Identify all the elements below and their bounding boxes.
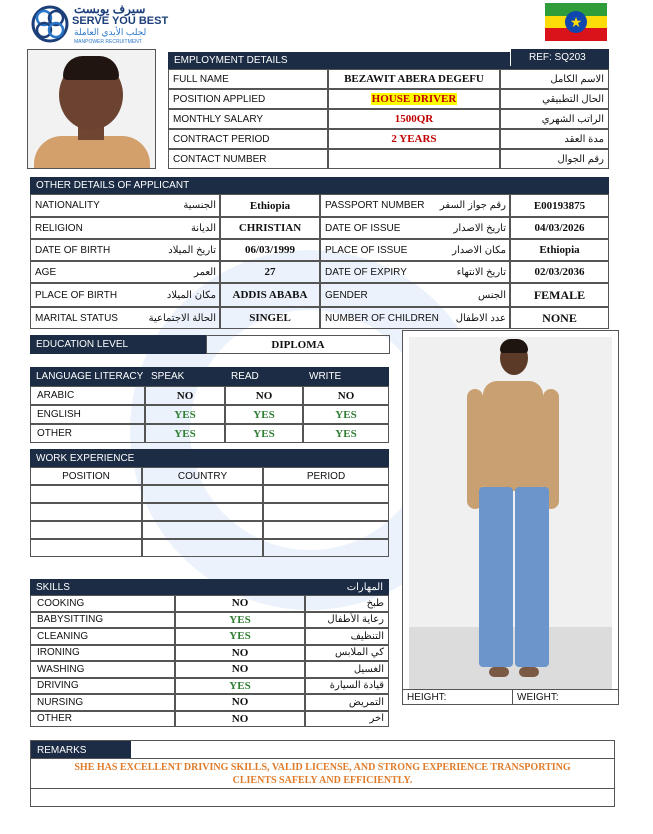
dob-value: 06/03/1999: [220, 239, 320, 261]
english-speak: YES: [145, 405, 225, 424]
label-text: PASSPORT NUMBER: [325, 200, 425, 211]
arabic-read: NO: [225, 386, 303, 405]
skills-title: SKILLS: [36, 581, 70, 593]
contact-label: CONTACT NUMBER: [168, 149, 328, 169]
lang-english: ENGLISH: [30, 405, 145, 424]
label-text: PLACE OF BIRTH: [35, 289, 118, 301]
other-write: YES: [303, 424, 389, 443]
work-period-header: PERIOD: [263, 467, 389, 485]
arabic-text: الديانة: [190, 222, 216, 234]
work-row-cell: [263, 485, 389, 503]
skill-value: NO: [175, 711, 305, 728]
employment-title: EMPLOYMENT DETAILS: [174, 55, 288, 66]
label-text: NATIONALITY: [35, 200, 100, 211]
other-details-table: [30, 194, 609, 329]
work-row-cell: [142, 539, 263, 557]
education-value: DIPLOMA: [206, 335, 390, 354]
arabic-speak: NO: [145, 386, 225, 405]
full-name-label: FULL NAME: [168, 69, 328, 89]
logo-emblem-icon: [30, 2, 70, 46]
write-header: WRITE: [303, 367, 389, 386]
arabic-text: تاريخ الاصدار: [453, 222, 506, 234]
position-value: HOUSE DRIVER: [371, 93, 457, 105]
work-row-cell: [263, 521, 389, 539]
label-text: MARITAL STATUS: [35, 312, 118, 324]
skill-arabic: الغسيل: [305, 661, 389, 678]
other-speak: YES: [145, 424, 225, 443]
date-of-issue-label: [320, 217, 510, 239]
remarks-box: [30, 740, 615, 807]
place-of-issue-value: Ethiopia: [510, 239, 609, 261]
speak-header: SPEAK: [145, 367, 225, 386]
contract-label: CONTRACT PERIOD: [168, 129, 328, 149]
company-logo: [30, 2, 190, 46]
work-row-cell: [30, 485, 142, 503]
remarks-divider: [31, 758, 614, 759]
arabic-text: الحالة الاجتماعية: [148, 312, 216, 324]
age-value: 27: [220, 261, 320, 283]
ref-label: [510, 49, 609, 66]
full-name-arabic: الاسم الكامل: [500, 69, 609, 89]
skill-label: WASHING: [30, 661, 175, 678]
skill-arabic: التمريض: [305, 694, 389, 711]
english-read: YES: [225, 405, 303, 424]
logo-sub: MANPOWER RECRUITMENT: [74, 39, 142, 45]
nationality-label: [30, 194, 220, 217]
arabic-text: مكان الميلاد: [166, 289, 216, 301]
label-text: DATE OF ISSUE: [325, 222, 401, 234]
lang-other: OTHER: [30, 424, 145, 443]
date-of-expiry-value: 02/03/2036: [510, 261, 609, 283]
portrait-photo: [27, 49, 156, 169]
label-text: GENDER: [325, 289, 368, 301]
read-header: READ: [225, 367, 303, 386]
skill-label: CLEANING: [30, 628, 175, 645]
skills-header: [30, 579, 389, 595]
skill-value: YES: [175, 678, 305, 695]
arabic-text: تاريخ الانتهاء: [456, 266, 506, 278]
other-details-header: [30, 177, 609, 194]
work-row-cell: [30, 521, 142, 539]
marital-label: [30, 307, 220, 329]
skills-title-arabic: المهارات: [346, 581, 383, 593]
place-of-birth-value: ADDIS ABABA: [220, 283, 320, 307]
skill-value: NO: [175, 645, 305, 662]
height-label: HEIGHT:: [403, 689, 513, 705]
work-row-cell: [142, 485, 263, 503]
skill-label: IRONING: [30, 645, 175, 662]
full-body-photo: [409, 337, 612, 689]
nationality-value: Ethiopia: [220, 194, 320, 217]
english-write: YES: [303, 405, 389, 424]
work-position-header: POSITION: [30, 467, 142, 485]
work-row-cell: [142, 521, 263, 539]
lang-arabic: ARABIC: [30, 386, 145, 405]
label-text: AGE: [35, 266, 57, 278]
skill-arabic: كي الملابس: [305, 645, 389, 662]
work-row-cell: [30, 503, 142, 521]
passport-label: [320, 194, 510, 217]
language-header: LANGUAGE LITERACY: [30, 367, 145, 386]
arabic-text: مكان الاصدار: [452, 244, 506, 256]
skill-label: DRIVING: [30, 678, 175, 695]
other-details-title: OTHER DETAILS OF APPLICANT: [36, 180, 190, 191]
date-of-expiry-label: [320, 261, 510, 283]
ref-value: REF: SQ203: [529, 52, 586, 63]
arabic-write: NO: [303, 386, 389, 405]
label-text: RELIGION: [35, 222, 83, 234]
remarks-line-2: CLIENTS SAFELY AND EFFICIENTLY.: [232, 775, 413, 786]
skill-value: NO: [175, 694, 305, 711]
skill-label: NURSING: [30, 694, 175, 711]
salary-value: 1500QR: [328, 109, 500, 129]
work-title: WORK EXPERIENCE: [30, 449, 389, 467]
position-cell: [328, 89, 500, 109]
arabic-text: رقم جواز السفر: [439, 200, 506, 211]
contact-value: [328, 149, 500, 169]
skill-label: OTHER: [30, 711, 175, 728]
place-of-issue-label: [320, 239, 510, 261]
dob-label: [30, 239, 220, 261]
skill-arabic: قيادة السيارة: [305, 678, 389, 695]
skill-value: NO: [175, 661, 305, 678]
work-row-cell: [30, 539, 142, 557]
place-of-birth-label: [30, 283, 220, 307]
remarks-divider: [31, 788, 614, 789]
ethiopia-flag-icon: ★: [545, 3, 607, 41]
other-read: YES: [225, 424, 303, 443]
skill-label: COOKING: [30, 595, 175, 612]
arabic-text: تاريخ الميلاد: [168, 244, 216, 256]
skill-value: YES: [175, 612, 305, 629]
label-text: DATE OF BIRTH: [35, 244, 111, 256]
gender-value: FEMALE: [510, 283, 609, 307]
religion-value: CHRISTIAN: [220, 217, 320, 239]
logo-arabic-sub: لجلب الأيدي العاملة: [74, 27, 147, 37]
work-country-header: COUNTRY: [142, 467, 263, 485]
skill-label: BABYSITTING: [30, 612, 175, 629]
passport-value: E00193875: [510, 194, 609, 217]
label-text: NUMBER OF CHILDREN: [325, 312, 439, 324]
weight-label: WEIGHT:: [513, 689, 619, 705]
contract-value: 2 YEARS: [328, 129, 500, 149]
logo-name: SERVE YOU BEST: [72, 15, 169, 27]
gender-label: [320, 283, 510, 307]
skill-arabic: طبخ: [305, 595, 389, 612]
full-name-value: BEZAWIT ABERA DEGEFU: [328, 69, 500, 89]
remarks-line-1: SHE HAS EXCELLENT DRIVING SKILLS, VALID LICENSE, AND STRONG EXPERIENCE TRANSPORTING: [74, 762, 571, 773]
salary-arabic: الراتب الشهري: [500, 109, 609, 129]
arabic-text: الجنسية: [183, 200, 216, 211]
children-label: [320, 307, 510, 329]
marital-value: SINGEL: [220, 307, 320, 329]
work-row-cell: [142, 503, 263, 521]
skill-value: YES: [175, 628, 305, 645]
contact-arabic: رقم الجوال: [500, 149, 609, 169]
salary-label: MONTHLY SALARY: [168, 109, 328, 129]
skill-arabic: التنظيف: [305, 628, 389, 645]
arabic-text: الجنس: [477, 289, 506, 301]
contract-arabic: مدة العقد: [500, 129, 609, 149]
arabic-text: العمر: [194, 266, 216, 278]
age-label: [30, 261, 220, 283]
skill-arabic: اخر: [305, 711, 389, 728]
remarks-title: REMARKS: [31, 741, 131, 759]
work-row-cell: [263, 503, 389, 521]
work-row-cell: [263, 539, 389, 557]
logo-arabic: سيرف يوبست: [74, 2, 146, 16]
label-text: DATE OF EXPIRY: [325, 266, 407, 278]
label-text: PLACE OF ISSUE: [325, 244, 408, 256]
position-arabic: الحال التطبيقي: [500, 89, 609, 109]
education-label: EDUCATION LEVEL: [30, 335, 206, 354]
children-value: NONE: [510, 307, 609, 329]
arabic-text: عدد الاطفال: [455, 312, 506, 324]
skill-value: NO: [175, 595, 305, 612]
skill-arabic: رعاية الأطفال: [305, 612, 389, 629]
position-label: POSITION APPLIED: [168, 89, 328, 109]
full-body-photo-frame: [402, 330, 619, 705]
religion-label: [30, 217, 220, 239]
date-of-issue-value: 04/03/2026: [510, 217, 609, 239]
